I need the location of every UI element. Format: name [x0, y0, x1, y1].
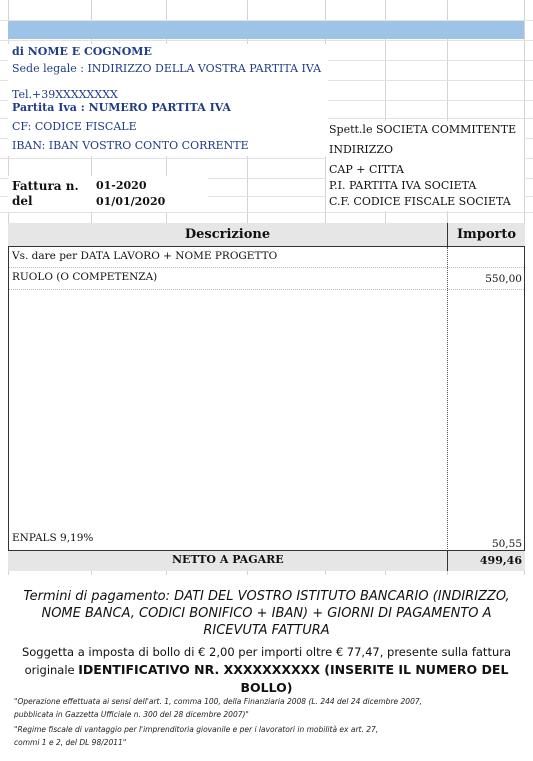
legal-note-2-line-1: "Regime fiscale di vantaggio per l'imprenditoria giovanile e per i lavoratori in mobilità ex art. 27, [14, 725, 379, 734]
net-total-label: NETTO A PAGARE [172, 553, 284, 566]
row-separator [9, 289, 524, 290]
enpals-label: ENPALS 9,19% [12, 532, 94, 544]
column-header-amount: Importo [448, 223, 525, 247]
line-item-description: Vs. dare per DATA LAVORO + NOME PROGETTO [12, 250, 278, 262]
client-vat: P.I. PARTITA IVA SOCIETA [329, 179, 477, 192]
net-total-amount: 499,46 [479, 554, 522, 567]
legal-note-1-line-1: "Operazione effettuata ai sensi dell'art. 1, comma 100, della Finanziaria 2008 (L. 244 del 24 dicembre 2007, [14, 697, 422, 706]
issuer-tax-code: CF: CODICE FISCALE [12, 120, 137, 133]
client-city: CAP + CITTA [329, 163, 404, 176]
row-separator [9, 267, 524, 268]
stamp-duty-text: Soggetta a imposta di bollo di € 2,00 per importi oltre € 77,47, presente sulla fattura originale [21, 645, 512, 677]
header-color-band [8, 21, 524, 39]
invoice-number-label: Fattura n. [12, 179, 79, 193]
client-tax-code: C.F. CODICE FISCALE SOCIETA [329, 195, 511, 208]
invoice-number: 01-2020 [96, 179, 147, 192]
stamp-duty-id: IDENTIFICATIVO NR. XXXXXXXXXX (INSERITE IL NUMERO DEL BOLLO) [78, 662, 509, 695]
invoice-date-label: del [12, 194, 33, 208]
column-header-description: Descrizione [8, 223, 448, 247]
issuer-vat: Partita Iva : NUMERO PARTITA IVA [12, 101, 231, 114]
line-item-description: RUOLO (O COMPETENZA) [12, 271, 158, 283]
issuer-phone: Tel.+39XXXXXXXX [12, 88, 118, 101]
legal-note-1-line-2: pubblicata in Gazzetta Ufficiale n. 300 del 28 dicembre 2007)" [14, 710, 249, 719]
line-item-amount: 550,00 [485, 273, 522, 285]
client-address: INDIRIZZO [329, 143, 394, 156]
issuer-name: di NOME E COGNOME [12, 45, 152, 58]
legal-note-2-line-2: commi 1 e 2, del DL 98/2011" [14, 738, 127, 747]
stamp-duty-notice [8, 644, 525, 697]
client-name: Spett.le SOCIETA COMMITENTE [329, 123, 517, 136]
net-total-separator [447, 550, 448, 571]
issuer-address: Sede legale : INDIRIZZO DELLA VOSTRA PARTITA IVA [12, 62, 322, 75]
enpals-amount: 50,55 [491, 538, 522, 550]
issuer-iban: IBAN: IBAN VOSTRO CONTO CORRENTE [12, 139, 249, 152]
column-separator [447, 247, 448, 551]
payment-terms: Termini di pagamento: DATI DEL VOSTRO ISTITUTO BANCARIO (INDIRIZZO, NOME BANCA, CODICI BONIFICO + IBAN) + GIORNI DI PAGAMENTO A RICEVUTA FATTURA [23, 589, 510, 638]
invoice-date: 01/01/2020 [96, 195, 166, 208]
